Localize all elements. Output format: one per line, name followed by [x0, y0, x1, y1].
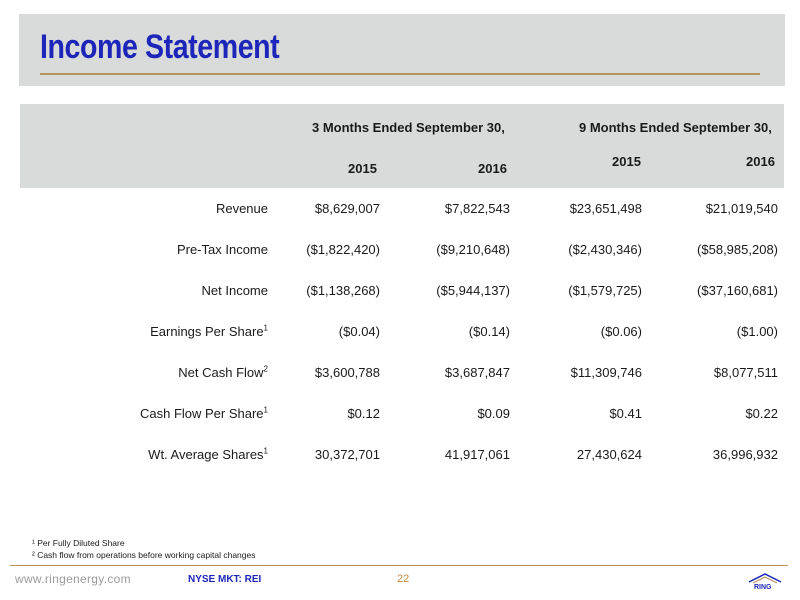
group-header-9-months: 9 Months Ended September 30, — [579, 120, 772, 135]
table-cell: ($58,985,208) — [697, 242, 778, 257]
row-label — [202, 283, 268, 298]
row-label-text: Net Cash Flow — [178, 365, 264, 380]
table-header-background — [20, 104, 784, 188]
row-label — [178, 365, 268, 380]
page-title: Income Statement — [40, 28, 280, 66]
row-label-text: Earnings Per Share — [150, 324, 264, 339]
table-cell: 36,996,932 — [712, 447, 778, 462]
table-cell: ($1,579,725) — [568, 283, 642, 298]
table-cell: ($0.06) — [600, 324, 642, 339]
row-label — [216, 201, 268, 216]
footnote-cash-flow: ² Cash flow from operations before working capital changes — [32, 550, 256, 560]
table-cell: ($5,944,137) — [436, 283, 510, 298]
table-cell: 27,430,624 — [576, 447, 642, 462]
logo-label: RING — [754, 584, 772, 591]
row-label — [177, 242, 268, 257]
table-cell: $21,019,540 — [705, 201, 778, 216]
table-row — [0, 406, 800, 426]
table-cell: $0.22 — [745, 406, 778, 421]
year-header-9m-2015: 2015 — [612, 154, 641, 169]
table-cell: $3,600,788 — [314, 365, 380, 380]
table-cell: ($0.14) — [468, 324, 510, 339]
table-cell: $23,651,498 — [569, 201, 642, 216]
table-cell: ($1,138,268) — [306, 283, 380, 298]
table-row — [0, 365, 800, 385]
row-label-text: Revenue — [215, 201, 268, 216]
title-divider — [40, 73, 760, 75]
page-number: 22 — [397, 573, 410, 585]
table-cell: ($2,430,346) — [568, 242, 642, 257]
footnote-marker: 2 — [263, 364, 268, 374]
table-cell: $0.41 — [609, 406, 642, 421]
year-header-3m-2015: 2015 — [348, 161, 377, 176]
table-cell: ($1,822,420) — [306, 242, 380, 257]
year-header-3m-2016: 2016 — [478, 161, 507, 176]
row-label-text: Wt. Average Shares — [148, 447, 264, 462]
table-cell: $8,629,007 — [314, 201, 380, 216]
table-cell: 41,917,061 — [444, 447, 510, 462]
row-label-text: Pre-Tax Income — [176, 242, 268, 257]
row-label — [140, 406, 268, 421]
table-row — [0, 201, 800, 221]
table-cell: $3,687,847 — [444, 365, 510, 380]
table-cell: ($37,160,681) — [697, 283, 778, 298]
group-header-3-months: 3 Months Ended September 30, — [312, 120, 505, 135]
stock-ticker: NYSE MKT: REI — [188, 574, 262, 585]
table-cell: 30,372,701 — [314, 447, 380, 462]
row-label-text: Cash Flow Per Share — [139, 406, 264, 421]
table-row — [0, 324, 800, 344]
table-cell: $0.09 — [477, 406, 510, 421]
year-header-9m-2016: 2016 — [746, 154, 775, 169]
table-cell: $0.12 — [347, 406, 380, 421]
row-label — [150, 324, 268, 339]
table-row — [0, 447, 800, 467]
footnote-marker: 1 — [263, 446, 268, 456]
table-cell: ($1.00) — [736, 324, 778, 339]
table-cell: ($9,210,648) — [436, 242, 510, 257]
website-link[interactable]: www.ringenergy.com — [15, 572, 131, 586]
table-cell: $7,822,543 — [444, 201, 510, 216]
footer-divider — [10, 565, 788, 566]
row-label — [148, 447, 268, 462]
footnote-marker: 1 — [263, 405, 268, 415]
footnote-marker: 1 — [263, 323, 268, 333]
table-cell: $11,309,746 — [570, 365, 642, 380]
table-cell: ($0.04) — [338, 324, 380, 339]
footnote-diluted: ¹ Per Fully Diluted Share — [32, 538, 125, 548]
row-label-text: Net Income — [201, 283, 268, 298]
table-row — [0, 242, 800, 262]
table-cell: $8,077,511 — [713, 365, 778, 380]
table-row — [0, 283, 800, 303]
